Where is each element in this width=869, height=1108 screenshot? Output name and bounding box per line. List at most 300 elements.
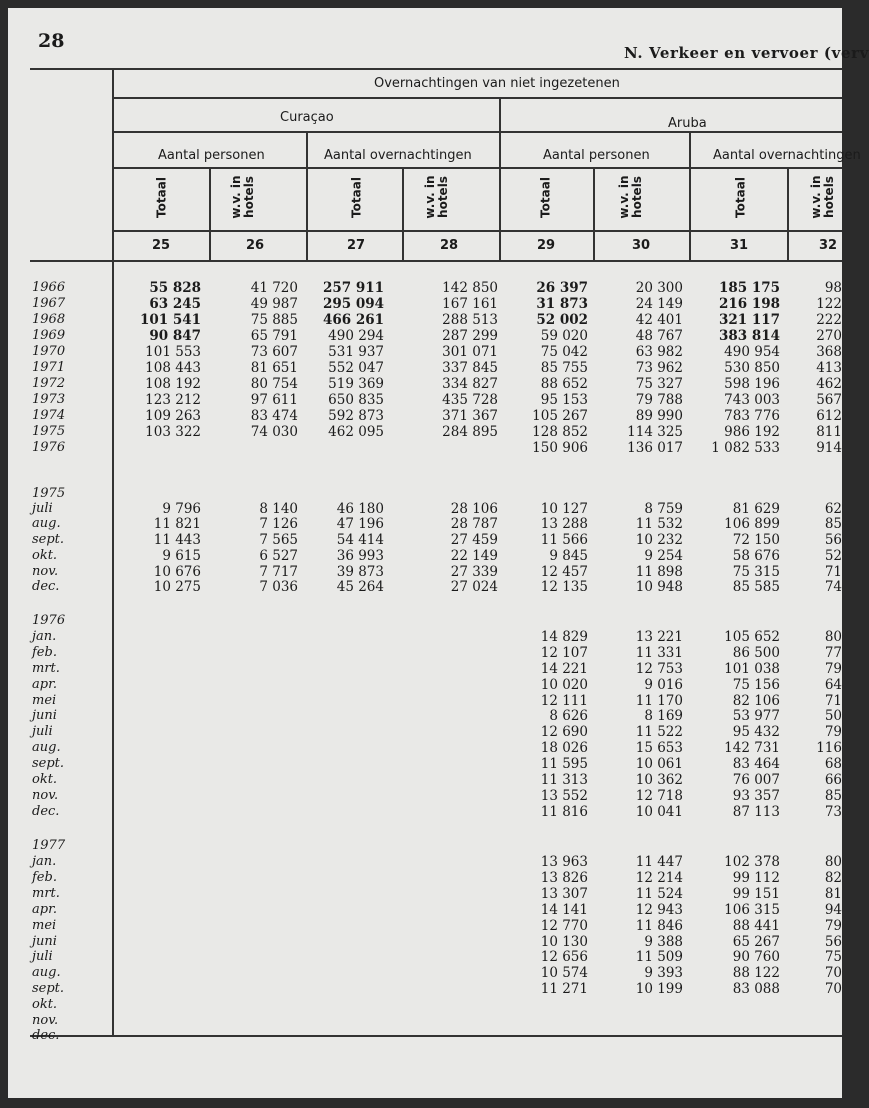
vrule-curacao-groups xyxy=(306,131,308,261)
table-cell: 12 718 xyxy=(635,788,683,804)
table-cell: 490 294 xyxy=(328,328,384,344)
table-cell: 106 899 xyxy=(724,516,780,532)
table-cell: 150 906 xyxy=(532,440,588,456)
table-cell: 12 214 xyxy=(635,870,683,886)
table-cell: 122 xyxy=(816,296,842,312)
col28-name xyxy=(424,169,450,225)
col30-line2: hotels xyxy=(630,176,644,218)
table-cell: 8 169 xyxy=(644,708,683,724)
table-cell: 73 962 xyxy=(635,360,683,376)
table-cell: 8 626 xyxy=(549,708,588,724)
table-cell: 59 020 xyxy=(540,328,588,344)
table-cell: 73 607 xyxy=(250,344,298,360)
row-label: dec. xyxy=(32,804,60,819)
table-cell: 371 367 xyxy=(442,408,498,424)
col32-line2: hotels xyxy=(822,176,836,218)
table-cell: 75 327 xyxy=(635,376,683,392)
col26-line1: w.v. in xyxy=(229,175,243,219)
table-cell: 45 264 xyxy=(336,579,384,595)
table-cell: 68 xyxy=(824,756,842,772)
table-cell: 46 180 xyxy=(336,501,384,517)
table-cell: 79 xyxy=(824,918,842,934)
row-label: 1976 xyxy=(32,613,66,628)
table-cell: 811 xyxy=(816,424,842,440)
col-number: 29 xyxy=(536,238,556,253)
table-cell: 11 524 xyxy=(635,886,683,902)
col30-line1: w.v. in xyxy=(617,175,631,219)
table-cell: 136 017 xyxy=(627,440,683,456)
table-cell: 56 xyxy=(824,532,842,548)
table-cell: 27 339 xyxy=(450,564,498,580)
table-cell: 108 192 xyxy=(145,376,201,392)
table-cell: 123 212 xyxy=(145,392,201,408)
row-label: nov. xyxy=(32,1013,59,1028)
col28-line2: hotels xyxy=(436,176,450,218)
table-cell: 41 720 xyxy=(250,280,298,296)
table-cell: 598 196 xyxy=(724,376,780,392)
row-label: nov. xyxy=(32,564,59,579)
table-cell: 12 943 xyxy=(635,902,683,918)
table-cell: 15 653 xyxy=(635,740,683,756)
row-label: 1976 xyxy=(32,440,66,455)
table-cell: 36 993 xyxy=(336,548,384,564)
table-cell: 13 288 xyxy=(540,516,588,532)
table-cell: 24 149 xyxy=(635,296,683,312)
table-cell: 106 315 xyxy=(724,902,780,918)
table-cell: 287 299 xyxy=(442,328,498,344)
table-cell: 11 447 xyxy=(635,854,683,870)
rule-colnumbers xyxy=(30,260,842,262)
table-cell: 12 107 xyxy=(540,645,588,661)
table-cell: 18 026 xyxy=(540,740,588,756)
table-cell: 530 850 xyxy=(724,360,780,376)
table-cell: 109 263 xyxy=(145,408,201,424)
table-cell: 85 585 xyxy=(732,579,780,595)
table-cell: 334 827 xyxy=(442,376,498,392)
table-cell: 11 443 xyxy=(153,532,201,548)
table-cell: 105 652 xyxy=(724,629,780,645)
table-cell: 12 690 xyxy=(540,724,588,740)
table-cell: 80 xyxy=(824,854,842,870)
table-cell: 81 651 xyxy=(250,360,298,376)
col-number: 32 xyxy=(818,238,838,253)
table-cell: 105 267 xyxy=(532,408,588,424)
table-cell: 519 369 xyxy=(328,376,384,392)
row-label: 1968 xyxy=(32,312,66,327)
table-cell: 6 527 xyxy=(259,548,298,564)
table-cell: 65 791 xyxy=(250,328,298,344)
table-cell: 986 192 xyxy=(724,424,780,440)
aruba-persons-heading: Aantal personen xyxy=(543,148,650,163)
table-cell: 90 847 xyxy=(149,328,201,344)
table-cell: 56 xyxy=(824,934,842,950)
table-cell: 10 199 xyxy=(635,981,683,997)
table-cell: 11 331 xyxy=(635,645,683,661)
table-cell: 75 042 xyxy=(540,344,588,360)
table-cell: 80 754 xyxy=(250,376,298,392)
table-cell: 49 987 xyxy=(250,296,298,312)
row-label: sept. xyxy=(32,981,65,996)
table-cell: 10 362 xyxy=(635,772,683,788)
table-cell: 435 728 xyxy=(442,392,498,408)
row-label: 1970 xyxy=(32,344,66,359)
table-cell: 11 566 xyxy=(540,532,588,548)
table-cell: 142 731 xyxy=(724,740,780,756)
table-cell: 257 911 xyxy=(322,280,384,296)
table-cell: 71 xyxy=(824,564,842,580)
row-label: okt. xyxy=(32,772,58,787)
vrule-stub xyxy=(112,68,114,1036)
row-label: juli xyxy=(32,949,53,964)
table-cell: 12 656 xyxy=(540,949,588,965)
col32-name xyxy=(810,169,836,225)
col32-line1: w.v. in xyxy=(809,175,823,219)
table-cell: 101 553 xyxy=(145,344,201,360)
table-cell: 66 xyxy=(824,772,842,788)
island-aruba-heading: Aruba xyxy=(668,116,707,131)
table-cell: 222 xyxy=(816,312,842,328)
col28-line1: w.v. in xyxy=(423,175,437,219)
row-label: feb. xyxy=(32,870,57,885)
table-cell: 650 835 xyxy=(328,392,384,408)
table-cell: 93 357 xyxy=(732,788,780,804)
table-cell: 10 574 xyxy=(540,965,588,981)
table-cell: 73 xyxy=(824,804,842,820)
row-label: 1972 xyxy=(32,376,66,391)
row-label: juni xyxy=(32,708,57,723)
aruba-nights-heading: Aantal overnachtingen xyxy=(713,148,861,163)
table-cell: 10 041 xyxy=(635,804,683,820)
vrule-c3 xyxy=(402,167,404,261)
table-cell: 70 xyxy=(824,981,842,997)
curacao-persons-heading: Aantal personen xyxy=(158,148,265,163)
page-number: 28 xyxy=(38,30,65,52)
table-cell: 13 963 xyxy=(540,854,588,870)
running-head: N. Verkeer en vervoer (verv xyxy=(624,44,869,62)
table-cell: 167 161 xyxy=(442,296,498,312)
table-cell: 9 388 xyxy=(644,934,683,950)
table-cell: 8 759 xyxy=(644,501,683,517)
row-label: apr. xyxy=(32,902,57,917)
table-cell: 9 796 xyxy=(162,501,201,517)
table-cell: 11 313 xyxy=(540,772,588,788)
row-label: feb. xyxy=(32,645,57,660)
table-cell: 63 982 xyxy=(635,344,683,360)
table-cell: 76 007 xyxy=(732,772,780,788)
table-cell: 116 xyxy=(816,740,842,756)
table-cell: 62 xyxy=(824,501,842,517)
table-cell: 75 xyxy=(824,949,842,965)
table-cell: 95 153 xyxy=(540,392,588,408)
table-cell: 99 151 xyxy=(732,886,780,902)
table-cell: 39 873 xyxy=(336,564,384,580)
table-cell: 14 141 xyxy=(540,902,588,918)
table-cell: 7 036 xyxy=(259,579,298,595)
table-cell: 22 149 xyxy=(450,548,498,564)
table-cell: 11 271 xyxy=(540,981,588,997)
table-cell: 28 106 xyxy=(450,501,498,517)
vrule-islands xyxy=(499,97,501,261)
table-cell: 11 595 xyxy=(540,756,588,772)
table-cell: 63 245 xyxy=(149,296,201,312)
table-cell: 7 717 xyxy=(259,564,298,580)
table-cell: 9 845 xyxy=(549,548,588,564)
rule-group xyxy=(113,167,842,169)
table-cell: 101 038 xyxy=(724,661,780,677)
row-label: apr. xyxy=(32,677,57,692)
table-cell: 80 xyxy=(824,629,842,645)
table-cell: 337 845 xyxy=(442,360,498,376)
table-cell: 270 xyxy=(816,328,842,344)
table-cell: 321 117 xyxy=(718,312,780,328)
table-cell: 95 432 xyxy=(732,724,780,740)
col27-name: Totaal xyxy=(349,177,364,218)
table-cell: 10 275 xyxy=(153,579,201,595)
table-cell: 27 024 xyxy=(450,579,498,595)
table-cell: 85 xyxy=(824,516,842,532)
col-number: 25 xyxy=(151,238,171,253)
table-cell: 462 095 xyxy=(328,424,384,440)
table-cell: 13 307 xyxy=(540,886,588,902)
table-cell: 74 030 xyxy=(250,424,298,440)
row-label: mei xyxy=(32,918,57,933)
table-cell: 383 814 xyxy=(718,328,780,344)
table-cell: 368 xyxy=(816,344,842,360)
table-cell: 783 776 xyxy=(724,408,780,424)
row-label: aug. xyxy=(32,740,61,755)
row-label: nov. xyxy=(32,788,59,803)
table-cell: 70 xyxy=(824,965,842,981)
col-number: 26 xyxy=(245,238,265,253)
row-label: 1967 xyxy=(32,296,66,311)
table-cell: 83 464 xyxy=(732,756,780,772)
table-cell: 114 325 xyxy=(627,424,683,440)
table-cell: 12 753 xyxy=(635,661,683,677)
table-cell: 81 629 xyxy=(732,501,780,517)
col31-name: Totaal xyxy=(733,177,748,218)
col-number: 30 xyxy=(631,238,651,253)
document-page xyxy=(8,8,869,1098)
row-label: 1975 xyxy=(32,424,66,439)
table-cell: 55 828 xyxy=(149,280,201,296)
table-cell: 301 071 xyxy=(442,344,498,360)
table-cell: 14 829 xyxy=(540,629,588,645)
table-cell: 13 552 xyxy=(540,788,588,804)
table-cell: 11 532 xyxy=(635,516,683,532)
table-cell: 98 xyxy=(824,280,842,296)
table-cell: 12 770 xyxy=(540,918,588,934)
row-label: jan. xyxy=(32,854,57,869)
table-cell: 284 895 xyxy=(442,424,498,440)
table-cell: 14 221 xyxy=(540,661,588,677)
table-cell: 12 111 xyxy=(540,693,588,709)
table-cell: 7 565 xyxy=(259,532,298,548)
table-cell: 81 xyxy=(824,886,842,902)
rule-island xyxy=(113,131,842,133)
row-label: jan. xyxy=(32,629,57,644)
table-cell: 413 xyxy=(816,360,842,376)
table-cell: 75 885 xyxy=(250,312,298,328)
table-cell: 11 821 xyxy=(153,516,201,532)
table-cell: 9 393 xyxy=(644,965,683,981)
table-cell: 108 443 xyxy=(145,360,201,376)
table-cell: 54 414 xyxy=(336,532,384,548)
table-cell: 88 652 xyxy=(540,376,588,392)
table-cell: 12 135 xyxy=(540,579,588,595)
row-label: 1975 xyxy=(32,486,66,501)
table-cell: 28 787 xyxy=(450,516,498,532)
table-cell: 90 760 xyxy=(732,949,780,965)
row-label: mrt. xyxy=(32,886,60,901)
table-cell: 10 130 xyxy=(540,934,588,950)
vrule-c1 xyxy=(209,167,211,261)
row-label: 1966 xyxy=(32,280,66,295)
table-title: Overnachtingen van niet ingezetenen xyxy=(374,76,620,91)
col26-name xyxy=(230,169,256,225)
table-cell: 552 047 xyxy=(328,360,384,376)
row-label: 1973 xyxy=(32,392,66,407)
table-cell: 65 267 xyxy=(732,934,780,950)
table-cell: 20 300 xyxy=(635,280,683,296)
col-number: 28 xyxy=(439,238,459,253)
table-cell: 13 826 xyxy=(540,870,588,886)
table-cell: 12 457 xyxy=(540,564,588,580)
table-cell: 185 175 xyxy=(718,280,780,296)
row-label: sept. xyxy=(32,756,65,771)
table-cell: 11 898 xyxy=(635,564,683,580)
table-cell: 64 xyxy=(824,677,842,693)
table-cell: 86 500 xyxy=(732,645,780,661)
col29-name: Totaal xyxy=(538,177,553,218)
table-cell: 8 140 xyxy=(259,501,298,517)
table-cell: 83 088 xyxy=(732,981,780,997)
col25-name: Totaal xyxy=(154,177,169,218)
table-cell: 102 378 xyxy=(724,854,780,870)
col26-line2: hotels xyxy=(242,176,256,218)
vrule-aruba-groups xyxy=(689,131,691,261)
row-label: 1977 xyxy=(32,838,66,853)
table-cell: 94 xyxy=(824,902,842,918)
table-cell: 88 441 xyxy=(732,918,780,934)
row-label: mrt. xyxy=(32,661,60,676)
table-cell: 50 xyxy=(824,708,842,724)
table-cell: 592 873 xyxy=(328,408,384,424)
table-cell: 612 xyxy=(816,408,842,424)
table-cell: 10 232 xyxy=(635,532,683,548)
table-cell: 11 846 xyxy=(635,918,683,934)
table-cell: 11 522 xyxy=(635,724,683,740)
table-cell: 47 196 xyxy=(336,516,384,532)
table-cell: 10 020 xyxy=(540,677,588,693)
table-cell: 31 873 xyxy=(536,296,588,312)
table-cell: 27 459 xyxy=(450,532,498,548)
col-number: 27 xyxy=(346,238,366,253)
row-label: dec. xyxy=(32,579,60,594)
table-cell: 13 221 xyxy=(635,629,683,645)
table-cell: 490 954 xyxy=(724,344,780,360)
table-cell: 71 xyxy=(824,693,842,709)
col30-name xyxy=(618,169,644,225)
table-cell: 83 474 xyxy=(250,408,298,424)
table-cell: 52 002 xyxy=(536,312,588,328)
table-cell: 101 541 xyxy=(139,312,201,328)
table-cell: 99 112 xyxy=(732,870,780,886)
row-label: 1969 xyxy=(32,328,66,343)
table-cell: 567 xyxy=(816,392,842,408)
table-cell: 10 061 xyxy=(635,756,683,772)
table-cell: 79 xyxy=(824,661,842,677)
curacao-nights-heading: Aantal overnachtingen xyxy=(324,148,472,163)
table-cell: 42 401 xyxy=(635,312,683,328)
table-cell: 58 676 xyxy=(732,548,780,564)
table-cell: 26 397 xyxy=(536,280,588,296)
table-cell: 89 990 xyxy=(635,408,683,424)
table-cell: 77 xyxy=(824,645,842,661)
table-cell: 743 003 xyxy=(724,392,780,408)
table-cell: 142 850 xyxy=(442,280,498,296)
vrule-c5 xyxy=(593,167,595,261)
table-cell: 88 122 xyxy=(732,965,780,981)
table-cell: 1 082 533 xyxy=(711,440,780,456)
table-cell: 10 948 xyxy=(635,579,683,595)
rule-colnames xyxy=(113,230,842,232)
table-cell: 9 615 xyxy=(162,548,201,564)
table-cell: 10 676 xyxy=(153,564,201,580)
row-label: aug. xyxy=(32,516,61,531)
table-cell: 288 513 xyxy=(442,312,498,328)
table-cell: 216 198 xyxy=(718,296,780,312)
table-cell: 48 767 xyxy=(635,328,683,344)
row-label: 1971 xyxy=(32,360,66,375)
table-cell: 103 322 xyxy=(145,424,201,440)
island-curacao-heading: Curaçao xyxy=(280,110,334,125)
row-label: aug. xyxy=(32,965,61,980)
table-cell: 72 150 xyxy=(732,532,780,548)
row-label: 1974 xyxy=(32,408,66,423)
table-cell: 11 816 xyxy=(540,804,588,820)
table-cell: 79 xyxy=(824,724,842,740)
col-number: 31 xyxy=(729,238,749,253)
table-cell: 85 755 xyxy=(540,360,588,376)
table-cell: 75 315 xyxy=(732,564,780,580)
table-cell: 10 127 xyxy=(540,501,588,517)
row-label: mei xyxy=(32,693,57,708)
table-cell: 531 937 xyxy=(328,344,384,360)
table-cell: 75 156 xyxy=(732,677,780,693)
table-cell: 914 xyxy=(816,440,842,456)
table-cell: 462 xyxy=(816,376,842,392)
vrule-c7 xyxy=(787,167,789,261)
table-cell: 128 852 xyxy=(532,424,588,440)
table-cell: 79 788 xyxy=(635,392,683,408)
table-cell: 53 977 xyxy=(732,708,780,724)
table-cell: 74 xyxy=(824,579,842,595)
table-cell: 82 106 xyxy=(732,693,780,709)
table-cell: 52 xyxy=(824,548,842,564)
table-cell: 11 170 xyxy=(635,693,683,709)
rule-bottom xyxy=(30,1035,842,1037)
row-label: okt. xyxy=(32,548,58,563)
table-cell: 9 254 xyxy=(644,548,683,564)
table-cell: 97 611 xyxy=(250,392,298,408)
table-cell: 7 126 xyxy=(259,516,298,532)
table-cell: 11 509 xyxy=(635,949,683,965)
rule-title xyxy=(113,97,842,99)
row-label: juli xyxy=(32,501,53,516)
row-label: sept. xyxy=(32,532,65,547)
table-cell: 295 094 xyxy=(322,296,384,312)
table-cell: 85 xyxy=(824,788,842,804)
